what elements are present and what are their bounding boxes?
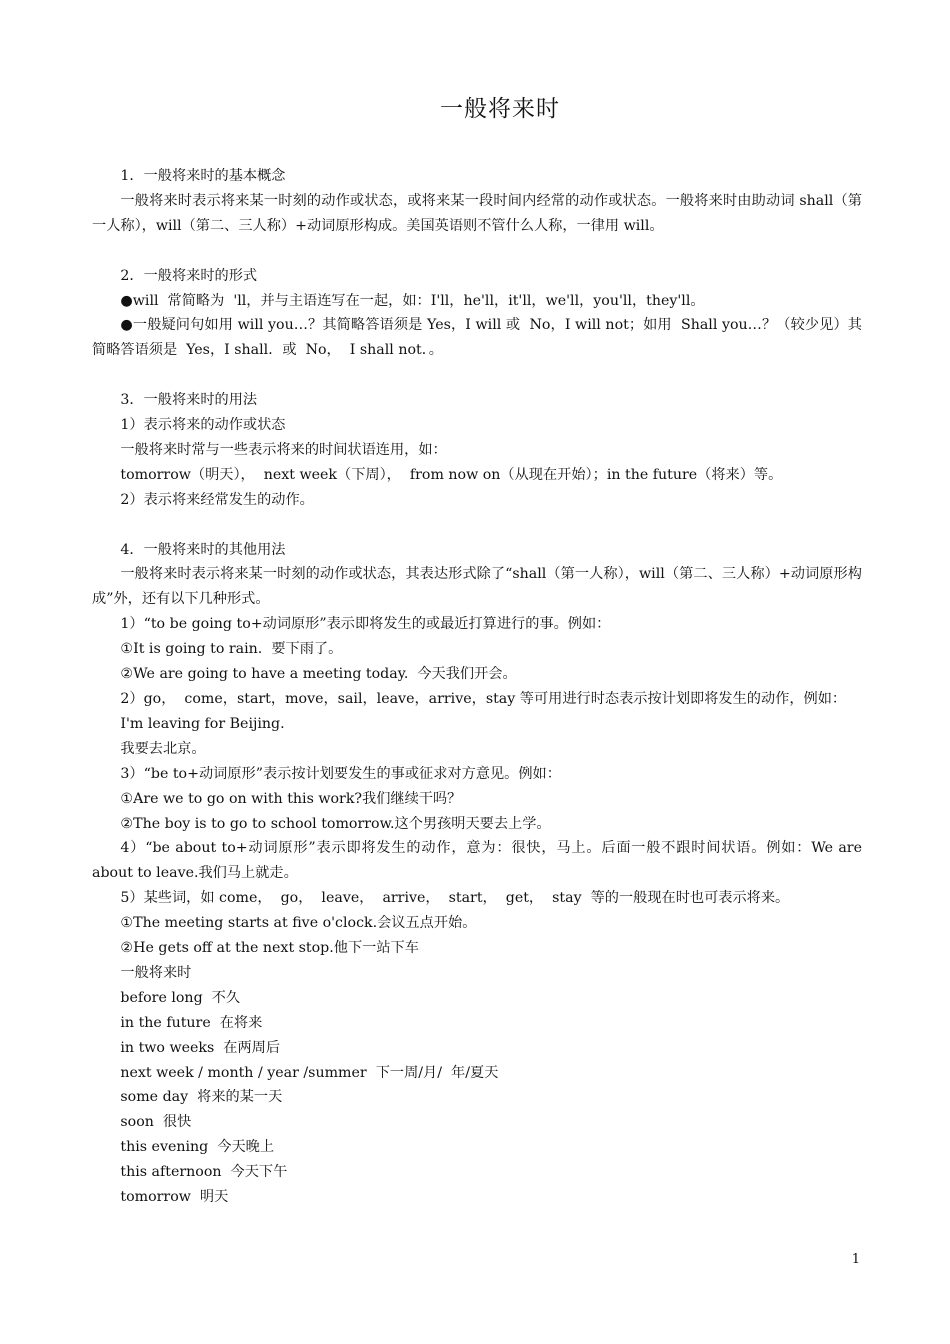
- page-number: 1: [851, 1252, 860, 1267]
- paragraph: 4）“be about to+动词原形”表示即将发生的动作，意为：很快，马上。后面一般不跟时间状语。例如：We are about to leave.我们马上就走。: [92, 840, 867, 882]
- paragraph: 一般将来时: [120, 964, 192, 981]
- paragraph: in two weeks 在两周后: [120, 1039, 281, 1056]
- paragraph: ②We are going to have a meeting today. 今天我们开会。: [120, 666, 517, 683]
- section-gap: [92, 239, 862, 264]
- paragraph: 1）“to be going to+动词原形”表示即将发生的或最近打算进行的事。例如：: [120, 616, 611, 633]
- paragraph: ①It is going to rain. 要下雨了。: [120, 641, 343, 658]
- document-body: [92, 164, 867, 1210]
- paragraph: ②He gets off at the next stop.他下一站下车: [120, 940, 419, 957]
- paragraph: 5）某些词，如 come， go， leave， arrive， start， get， stay 等的一般现在时也可表示将来。: [120, 890, 790, 907]
- paragraph: next week / month / year /summer 下一周/月/ 年/夏天: [120, 1064, 499, 1081]
- paragraph: some day 将来的某一天: [120, 1089, 283, 1106]
- paragraph: 一般将来时常与一些表示将来的时间状语连用，如：: [120, 441, 447, 458]
- paragraph: 2．一般将来时的形式: [120, 267, 258, 284]
- paragraph: 一般将来时表示将来某一时刻的动作或状态，或将来某一段时间内经常的动作或状态。一般将来时由助动词 shall（第一人称），will（第二、三人称）+动词原形构成。美国英语则不管什么人称，一律用 will。: [92, 192, 862, 234]
- paragraph: I'm leaving for Beijing.: [120, 715, 285, 732]
- paragraph: soon 很快: [120, 1114, 192, 1131]
- paragraph: ●一般疑问句如用 will you…？其简略答语须是 Yes，I will 或 No，I will not；如用 Shall you…？（较少见）其简略答语须是 Yes，I shall．或 No， I shall not．。: [92, 317, 862, 359]
- paragraph: 我要去北京。: [120, 740, 206, 757]
- paragraph: in the future 在将来: [120, 1014, 263, 1031]
- paragraph: ①Are we to go on with this work?我们继续干吗？: [120, 790, 462, 807]
- paragraph: 3．一般将来时的用法: [120, 392, 258, 409]
- paragraph: ●will 常简略为 'll，并与主语连写在一起，如：I'll，he'll，it'll，we'll，you'll，they'll。: [120, 292, 705, 309]
- paragraph: before long 不久: [120, 989, 241, 1006]
- paragraph: 3）“be to+动词原形”表示按计划要发生的事或征求对方意见。例如：: [120, 765, 561, 782]
- paragraph: 1．一般将来时的基本概念: [120, 168, 286, 184]
- paragraph: 2）go， come，start，move，sail，leave，arrive，stay 等可用进行时态表示按计划即将发生的动作，例如：: [120, 690, 847, 707]
- paragraph: tomorrow 明天: [120, 1189, 229, 1206]
- paragraph: 2）表示将来经常发生的动作。: [120, 491, 314, 508]
- page-title: 一般将来时: [440, 96, 560, 122]
- paragraph: this evening 今天晚上: [120, 1139, 275, 1156]
- paragraph: 4．一般将来时的其他用法: [120, 541, 286, 558]
- paragraph: ①The meeting starts at five o'clock.会议五点开始。: [120, 915, 477, 932]
- paragraph: 一般将来时表示将来某一时刻的动作或状态，其表达形式除了“shall（第一人称），will（第二、三人称）+动词原形构成”外，还有以下几种形式。: [92, 566, 862, 608]
- paragraph: ②The boy is to go to school tomorrow.这个男孩明天要去上学。: [120, 815, 551, 832]
- section-gap: [92, 513, 862, 538]
- paragraph: this afternoon 今天下午: [120, 1164, 288, 1181]
- paragraph: 1）表示将来的动作或状态: [120, 417, 286, 434]
- paragraph: tomorrow（明天）， next week（下周）， from now on（从现在开始）；in the future（将来）等。: [120, 466, 783, 483]
- section-gap: [92, 363, 862, 388]
